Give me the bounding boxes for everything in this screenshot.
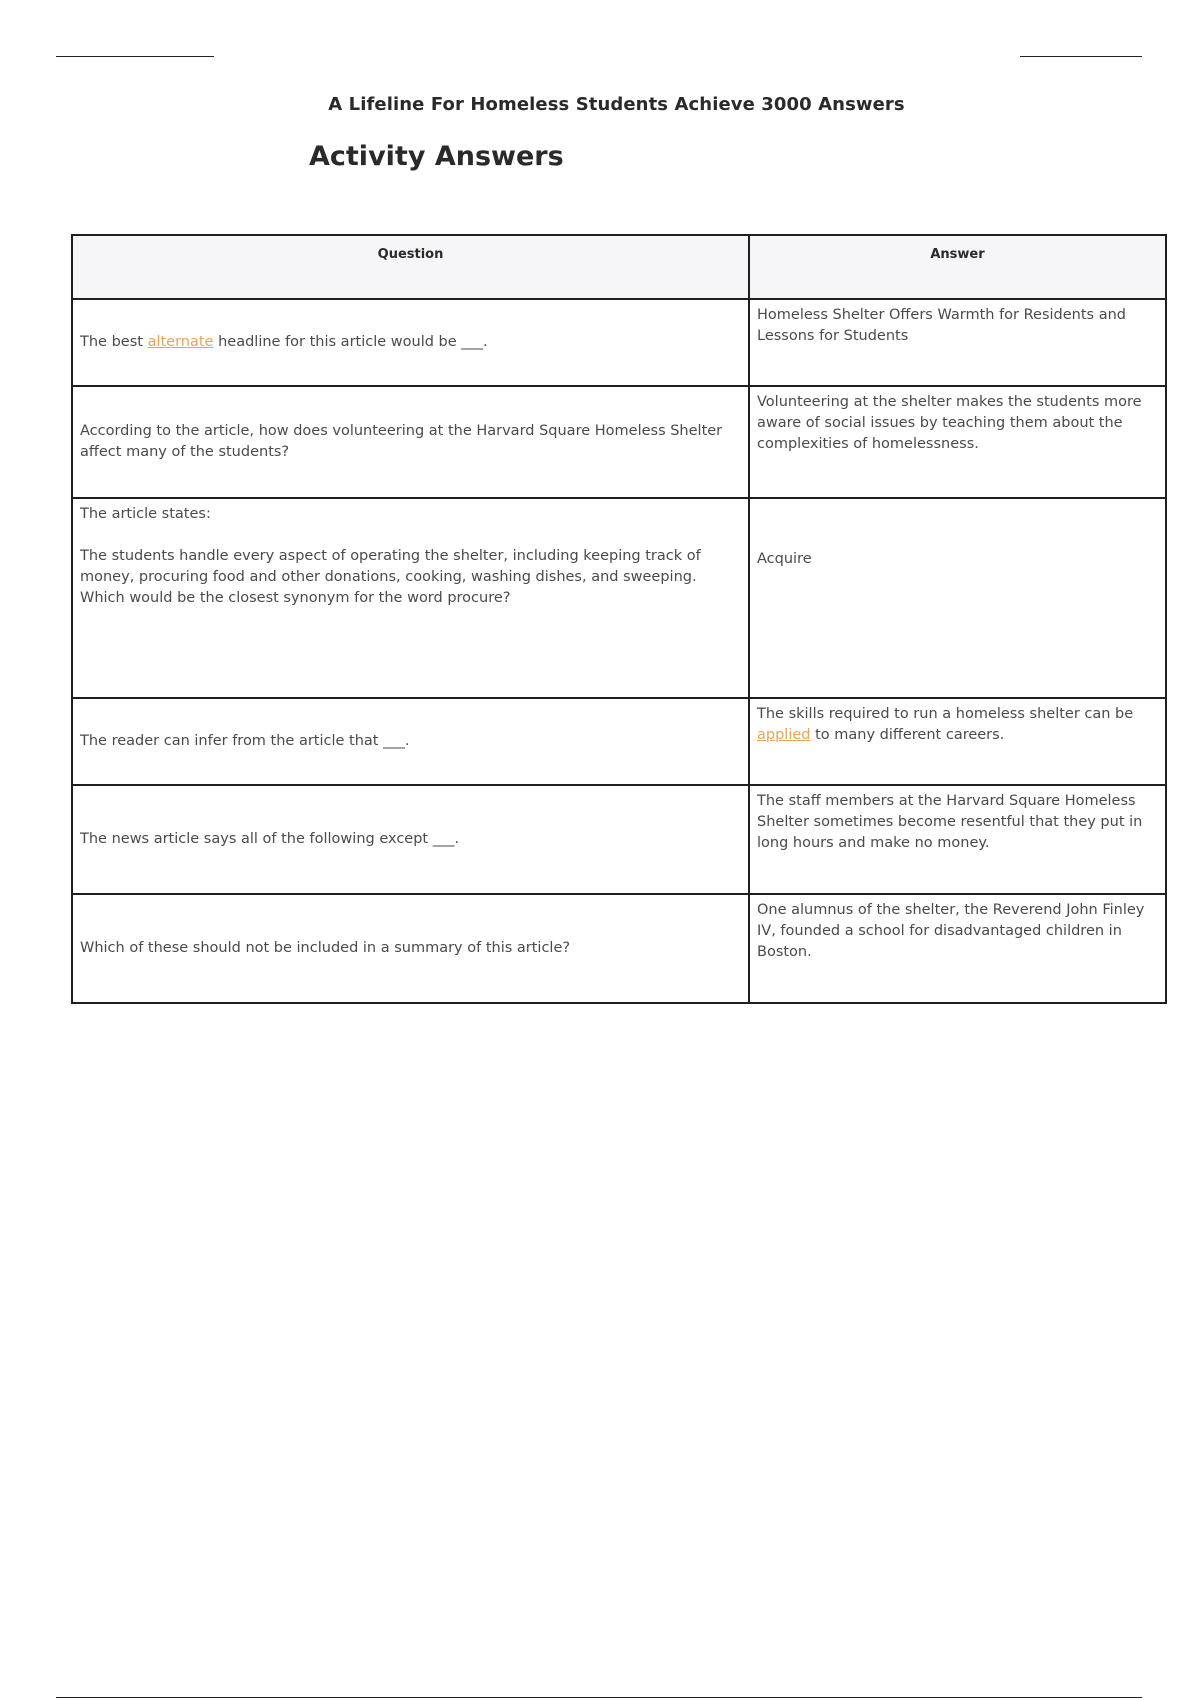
table-row [72,498,1166,698]
question-cell: The reader can infer from the article that ___. [72,698,749,785]
answer-cell [749,698,1166,785]
question-text: The best [80,334,148,350]
answer-cell: Volunteering at the shelter makes the students more aware of social issues by teaching them about the complexities of homelessness. [749,386,1166,498]
alternate-link[interactable]: alternate [147,334,214,350]
answer-text: to many different careers. [810,727,1005,743]
question-cell [72,299,749,386]
section-heading: Activity Answers [309,141,564,172]
bottom-rule [56,1697,1142,1698]
table-row [72,386,1166,498]
document-title: A Lifeline For Homeless Students Achieve 3000 Answers [328,94,905,115]
question-cell: According to the article, how does volunteering at the Harvard Square Homeless Shelter affect many of the students? [72,386,749,498]
applied-link[interactable]: applied [757,727,811,743]
question-column-header: Question [72,235,749,299]
answer-cell: Acquire [749,498,1166,698]
answer-cell: Homeless Shelter Offers Warmth for Residents and Lessons for Students [749,299,1166,386]
table-row [72,698,1166,785]
table-header-row [72,235,1166,299]
table-row [72,894,1166,1003]
question-intro: The article states: [80,506,211,522]
top-left-rule [56,56,214,57]
question-cell: The news article says all of the following except ___. [72,785,749,894]
answer-text: The skills required to run a homeless shelter can be [757,706,1134,722]
question-cell: Which of these should not be included in a summary of this article? [72,894,749,1003]
question-quote: The students handle every aspect of operating the shelter, including keeping track of money, procuring food and other donations, cooking, washing dishes, and sweeping. Which would be the closest synonym for the word procure? [80,548,701,606]
question-cell [72,498,749,698]
question-text: headline for this article would be ___. [213,334,488,350]
top-right-rule [1020,56,1142,57]
answer-cell: The staff members at the Harvard Square Homeless Shelter sometimes become resentful that they put in long hours and make no money. [749,785,1166,894]
answer-column-header: Answer [749,235,1166,299]
paragraph-spacer [80,525,741,546]
answers-table [71,234,1167,1004]
answer-cell: One alumnus of the shelter, the Reverend John Finley IV, founded a school for disadvantaged children in Boston. [749,894,1166,1003]
table-row [72,299,1166,386]
table-row [72,785,1166,894]
